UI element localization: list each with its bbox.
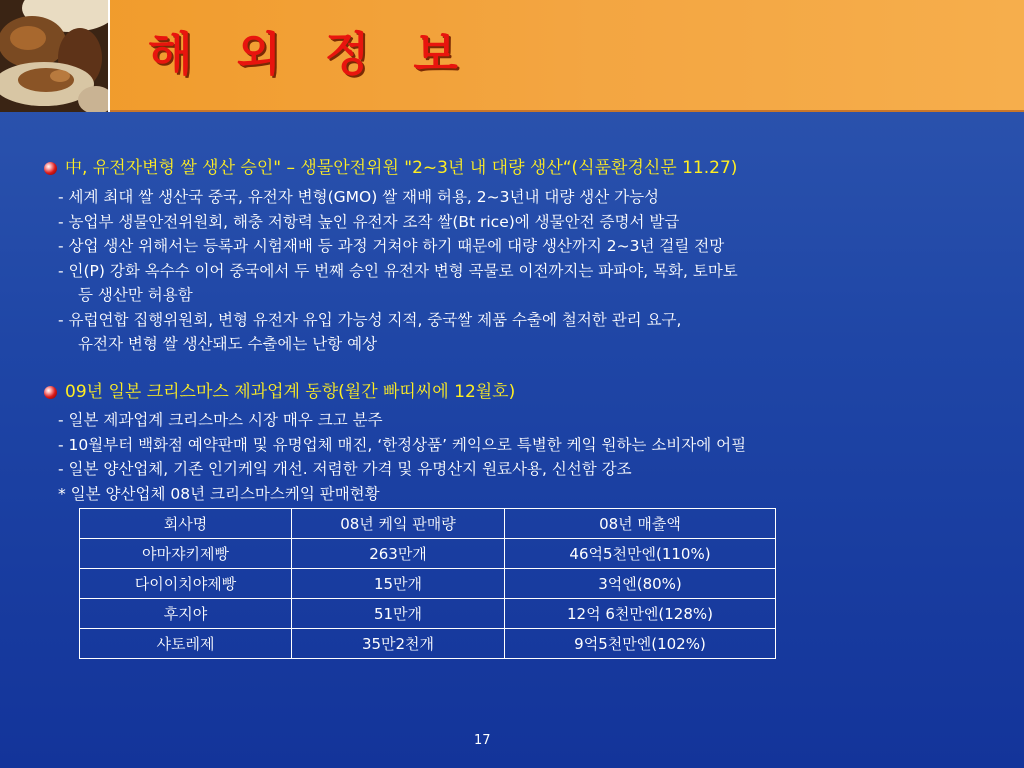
page-number: 17 (474, 733, 491, 748)
section-1-line: 유전자 변형 쌀 생산돼도 수출에는 난항 예상 (78, 335, 378, 353)
table-cell: 263만개 (292, 539, 505, 569)
table-cell: 야마쟈키제빵 (80, 539, 292, 569)
section-1-line: - 상업 생산 위해서는 등록과 시험재배 등 과정 거쳐야 하기 때문에 대량 생산까지 2~3년 걸릴 전망 (58, 237, 725, 255)
title-banner (0, 0, 1024, 112)
section-2-heading (44, 377, 515, 402)
section-1-line: - 인(P) 강화 옥수수 이어 중국에서 두 번째 승인 유전자 변형 곡물로 이전까지는 파파야, 목화, 토마토 (58, 261, 738, 280)
page-title: 해 외 정 보 (148, 27, 472, 81)
table-cell: 샤토레제 (80, 629, 292, 659)
section-2-line: - 일본 제과업계 크리스마스 시장 매우 크고 분주 (58, 411, 383, 429)
section-1-body (58, 185, 738, 357)
table-cell: 46억5천만엔(110%) (505, 539, 776, 569)
section-2-line: * 일본 양산업체 08년 크리스마스케잌 판매현황 (58, 484, 380, 503)
column-header-volume: 08년 케잌 판매량 (292, 509, 505, 539)
section-2-line: - 10월부터 백화점 예약판매 및 유명업체 매진, ‘한정상품’ 케익으로 특별한 케잌 원하는 소비자에 어필 (58, 435, 747, 454)
table-header-row (80, 509, 776, 539)
table-cell: 다이이치야제빵 (80, 569, 292, 599)
bullet-icon (44, 386, 57, 399)
table-row (80, 599, 776, 629)
table-cell: 15만개 (292, 569, 505, 599)
table-cell: 12억 6천만엔(128%) (505, 599, 776, 629)
table-cell: 3억엔(80%) (505, 569, 776, 599)
table-cell: 51만개 (292, 599, 505, 629)
table-cell: 35만2천개 (292, 629, 505, 659)
section-2-body (58, 408, 746, 506)
table-row (80, 569, 776, 599)
table-row (80, 539, 776, 569)
sales-table (79, 508, 776, 659)
section-1-heading (44, 153, 737, 178)
column-header-revenue: 08년 매출액 (505, 509, 776, 539)
section-1-line: - 농업부 생물안전위원회, 해충 저항력 높인 유전자 조작 쌀(Bt rice)에 생물안전 증명서 발급 (58, 212, 680, 231)
table-cell: 후지야 (80, 599, 292, 629)
bullet-icon (44, 162, 57, 175)
section-1-line: - 유럽연합 집행위원회, 변형 유전자 유입 가능성 지적, 중국쌀 제품 수출에 철저한 관리 요구, (58, 310, 682, 329)
column-header-company: 회사명 (80, 509, 292, 539)
section-1-line: - 세계 최대 쌀 생산국 중국, 유전자 변형(GMO) 쌀 재배 허용, 2~3년내 대량 생산 가능성 (58, 188, 660, 206)
section-1-line: 등 생산만 허용함 (78, 286, 193, 304)
table-cell: 9억5천만엔(102%) (505, 629, 776, 659)
food-photo (0, 0, 110, 112)
section-1-heading-text: 中, 유전자변형 쌀 생산 승인" – 생물안전위원 "2~3년 내 대량 생산“(식품환경신문 11.27) (65, 158, 738, 178)
section-2-line: - 일본 양산업체, 기존 인기케잌 개선. 저렴한 가격 및 유명산지 원료사용, 신선함 강조 (58, 460, 632, 478)
table-row (80, 629, 776, 659)
section-2-heading-text: 09년 일본 크리스마스 제과업계 동향(월간 빠띠씨에 12월호) (65, 382, 516, 402)
